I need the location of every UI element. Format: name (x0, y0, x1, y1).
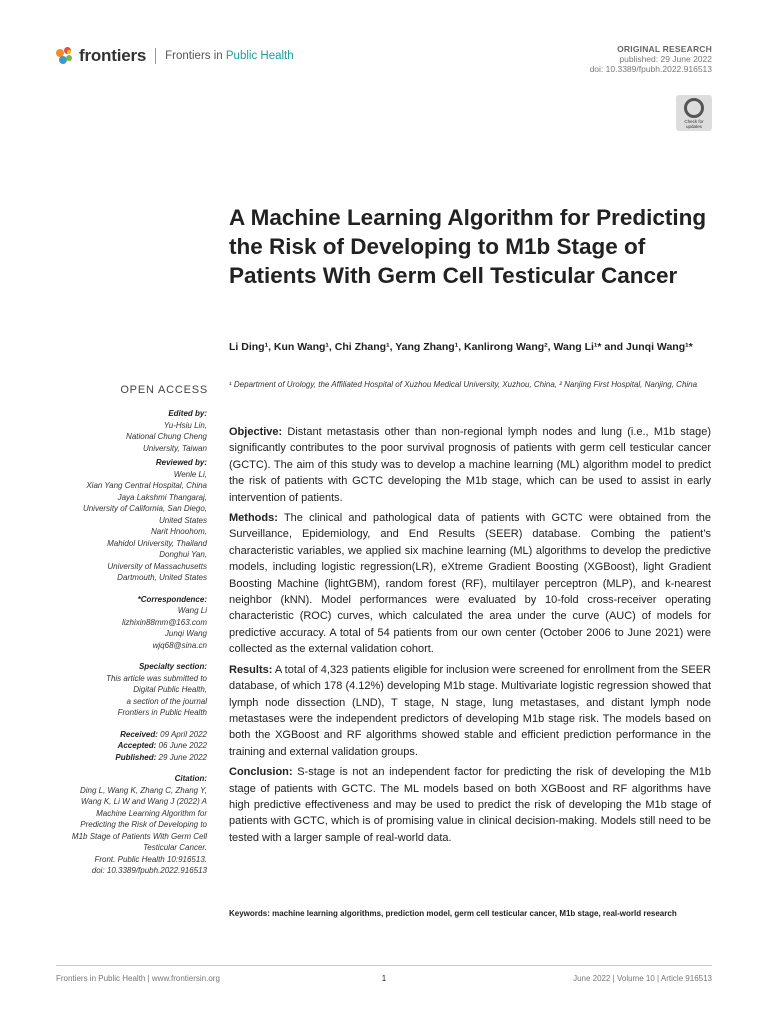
published-label: Published: (115, 752, 157, 762)
citation-line: Machine Learning Algorithm for (96, 808, 207, 818)
frontiers-logo[interactable] (56, 46, 294, 66)
reviewer-line: Wenle Li, (173, 469, 207, 479)
abstract-conclusion (229, 764, 711, 846)
correspondence-email[interactable]: wjq68@sina.cn (152, 640, 207, 650)
page-header (56, 44, 712, 84)
reviewer-line: Jaya Lakshmi Thangaraj, (117, 492, 207, 502)
published-date: published: 29 June 2022 (619, 54, 712, 64)
reviewer-line: Mahidol University, Thailand (107, 538, 207, 548)
reviewer-line: University of California, San Diego, (82, 504, 207, 513)
reviewer-line: Xian Yang Central Hospital, China (86, 481, 207, 490)
correspondence-email[interactable]: lizhixin88mm@163.com (121, 617, 207, 627)
reviewed-by-label: Reviewed by: (155, 458, 207, 467)
check-for-updates-button[interactable] (676, 95, 712, 131)
received-date (40, 729, 207, 741)
accepted-value: 06 June 2022 (158, 741, 207, 750)
abstract-objective (229, 424, 711, 506)
edited-by-label: Edited by: (168, 409, 207, 418)
header-divider (155, 48, 156, 64)
specialty-line: Frontiers in Public Health (117, 708, 207, 717)
section-text: S-stage is not an independent factor for predicting the risk of developing the M1b stage of patients with GCTC. The ML models based on both XGBoost and RF algorithms have high predictive effectiveness and may be used to predict the risk of developing the M1b stage of patients with GCTC, which is of promising value in clinical decision-making. Models still need to be tested with a larger sample of real-world data. (229, 766, 712, 844)
section-label: Methods: (229, 512, 278, 525)
citation-doi[interactable]: doi: 10.3389/fpubh.2022.916513 (91, 866, 207, 875)
correspondence-name: Wang Li (177, 606, 207, 615)
received-label: Received: (120, 729, 158, 739)
article-type: ORIGINAL RESEARCH (617, 44, 712, 54)
citation-line: Predicting the Risk of Developing to (80, 820, 207, 829)
received-value: 09 April 2022 (160, 729, 207, 739)
specialty-label: Specialty section: (138, 662, 207, 671)
article-doi[interactable]: doi: 10.3389/fpubh.2022.916513 (589, 64, 712, 74)
citation-line: Ding L, Wang K, Zhang C, Zhang Y, (79, 785, 207, 795)
correspondence-name: Junqi Wang (164, 629, 207, 638)
citation-line: Front. Public Health 10:916513. (94, 854, 207, 864)
journal-name[interactable] (165, 50, 294, 62)
keywords: Keywords: machine learning algorithms, prediction model, germ cell testicular cancer, M1b stage, real-world research (229, 909, 677, 918)
article-title: A Machine Learning Algorithm for Predicting the Risk of Developing to M1b Stage of Patients With Germ Cell Testicular Cancer (229, 205, 707, 288)
brand-name: frontiers (79, 46, 147, 65)
correspondence-label: *Correspondence: (137, 594, 207, 604)
citation-line: Testicular Cancer. (143, 843, 207, 852)
footer-volume: June 2022 | Volume 10 | Article 916513 (573, 974, 712, 983)
section-text: Distant metastasis other than non-regional lymph nodes and lung (i.e., M1b stage) significantly contributes to the poor survival prognosis of patients with germ cell testicular cancer (GCTC). The aim of this study was to develop a machine learning (ML) algorithm model to predict the risk of patients with GCTC developing the M1b stage, which can be used to assist in early intervention of patients. (229, 426, 711, 504)
reviewer-line: Donghui Yan, (159, 550, 207, 559)
citation-line: M1b Stage of Patients With Germ Cell (71, 831, 207, 841)
check-updates-label: Check for updates (684, 119, 704, 129)
reviewer-line: United States (158, 515, 207, 525)
specialty-line: a section of the journal (126, 696, 207, 706)
specialty-line: This article was submitted to (106, 673, 207, 683)
page-footer (56, 965, 712, 983)
section-label: Objective: (229, 426, 283, 438)
published-date-side (40, 752, 207, 764)
editor-line: National Chung Cheng (126, 432, 207, 441)
reviewer-line: Dartmouth, United States (117, 573, 207, 582)
section-text: A total of 4,323 patients eligible for inclusion were screened for enrollment from the SEER database, of which 178 (4.12%) developing M1b stage. Multivariate logistic regression showed that lymph node dissection (LND), T stage, N stage, lung metastases, and distant lymph node metastases were the independent predictors of developing M1b stage risk. The models based on both the XGBoost and RF algorithms showed stable and efficient prediction performance in the training and external validation groups. (229, 663, 711, 758)
page-number: 1 (381, 974, 387, 983)
editor-line: Yu-Hsiu Lin, (163, 420, 207, 430)
reviewer-line: University of Massachusetts (107, 561, 207, 571)
specialty-line: Digital Public Health, (133, 685, 207, 694)
article-meta (590, 44, 712, 74)
abstract-methods (229, 510, 711, 658)
published-value: 29 June 2022 (158, 752, 207, 762)
accepted-date (40, 740, 207, 752)
reviewer-line: Narit Hnoohom, (150, 527, 207, 536)
section-label: Results: (229, 663, 273, 676)
affiliations: ¹ Department of Urology, the Affiliated Hospital of Xuzhou Medical University, Xuzhou, China, ² Nanjing First Hospital, Nanjing, China (229, 380, 698, 389)
frontiers-logo-icon (56, 47, 74, 65)
citation-label: Citation: (174, 774, 207, 783)
abstract (229, 424, 711, 850)
journal-prefix: Frontiers in (165, 50, 223, 62)
accepted-label: Accepted: (117, 741, 157, 750)
footer-journal[interactable]: Frontiers in Public Health | www.frontiersin.org (56, 974, 220, 983)
editor-line: University, Taiwan (142, 443, 207, 453)
author-list[interactable]: Li Ding¹, Kun Wang¹, Chi Zhang¹, Yang Zhang¹, Kanlirong Wang², Wang Li¹* and Junqi Wang¹* (229, 341, 693, 353)
section-label: Conclusion: (229, 766, 293, 779)
open-access-label: OPEN ACCESS (120, 384, 208, 396)
check-updates-icon (684, 98, 704, 118)
citation-line: Wang K, Li W and Wang J (2022) A (80, 797, 207, 806)
article-sidebar (40, 408, 207, 877)
abstract-results (229, 662, 711, 760)
section-text: The clinical and pathological data of patients with GCTC were obtained from the Surveillance, Epidemiology, and End Results (SEER) database. Combing the patient’s characteristic variables, we applied six machine learning (ML) algorithms to develop the predictive models, including logistic regression(LR), eXtreme Gradient Boosting (XGBoost), light Gradient Boosting Machine (lightGBM), random forest (RF), multilayer perceptron (MLP), and k-nearest neighbor (kNN). Model performances were evaluated by 10-fold cross-receiver operating characteristic (ROC) curves, which calculated the area under the curve (AUC) of models for predictive accuracy. A total of 54 patients from our own center (October 2006 to June 2021) were collected as the external validation cohort. (229, 512, 711, 656)
journal-highlight: Public Health (225, 50, 294, 62)
